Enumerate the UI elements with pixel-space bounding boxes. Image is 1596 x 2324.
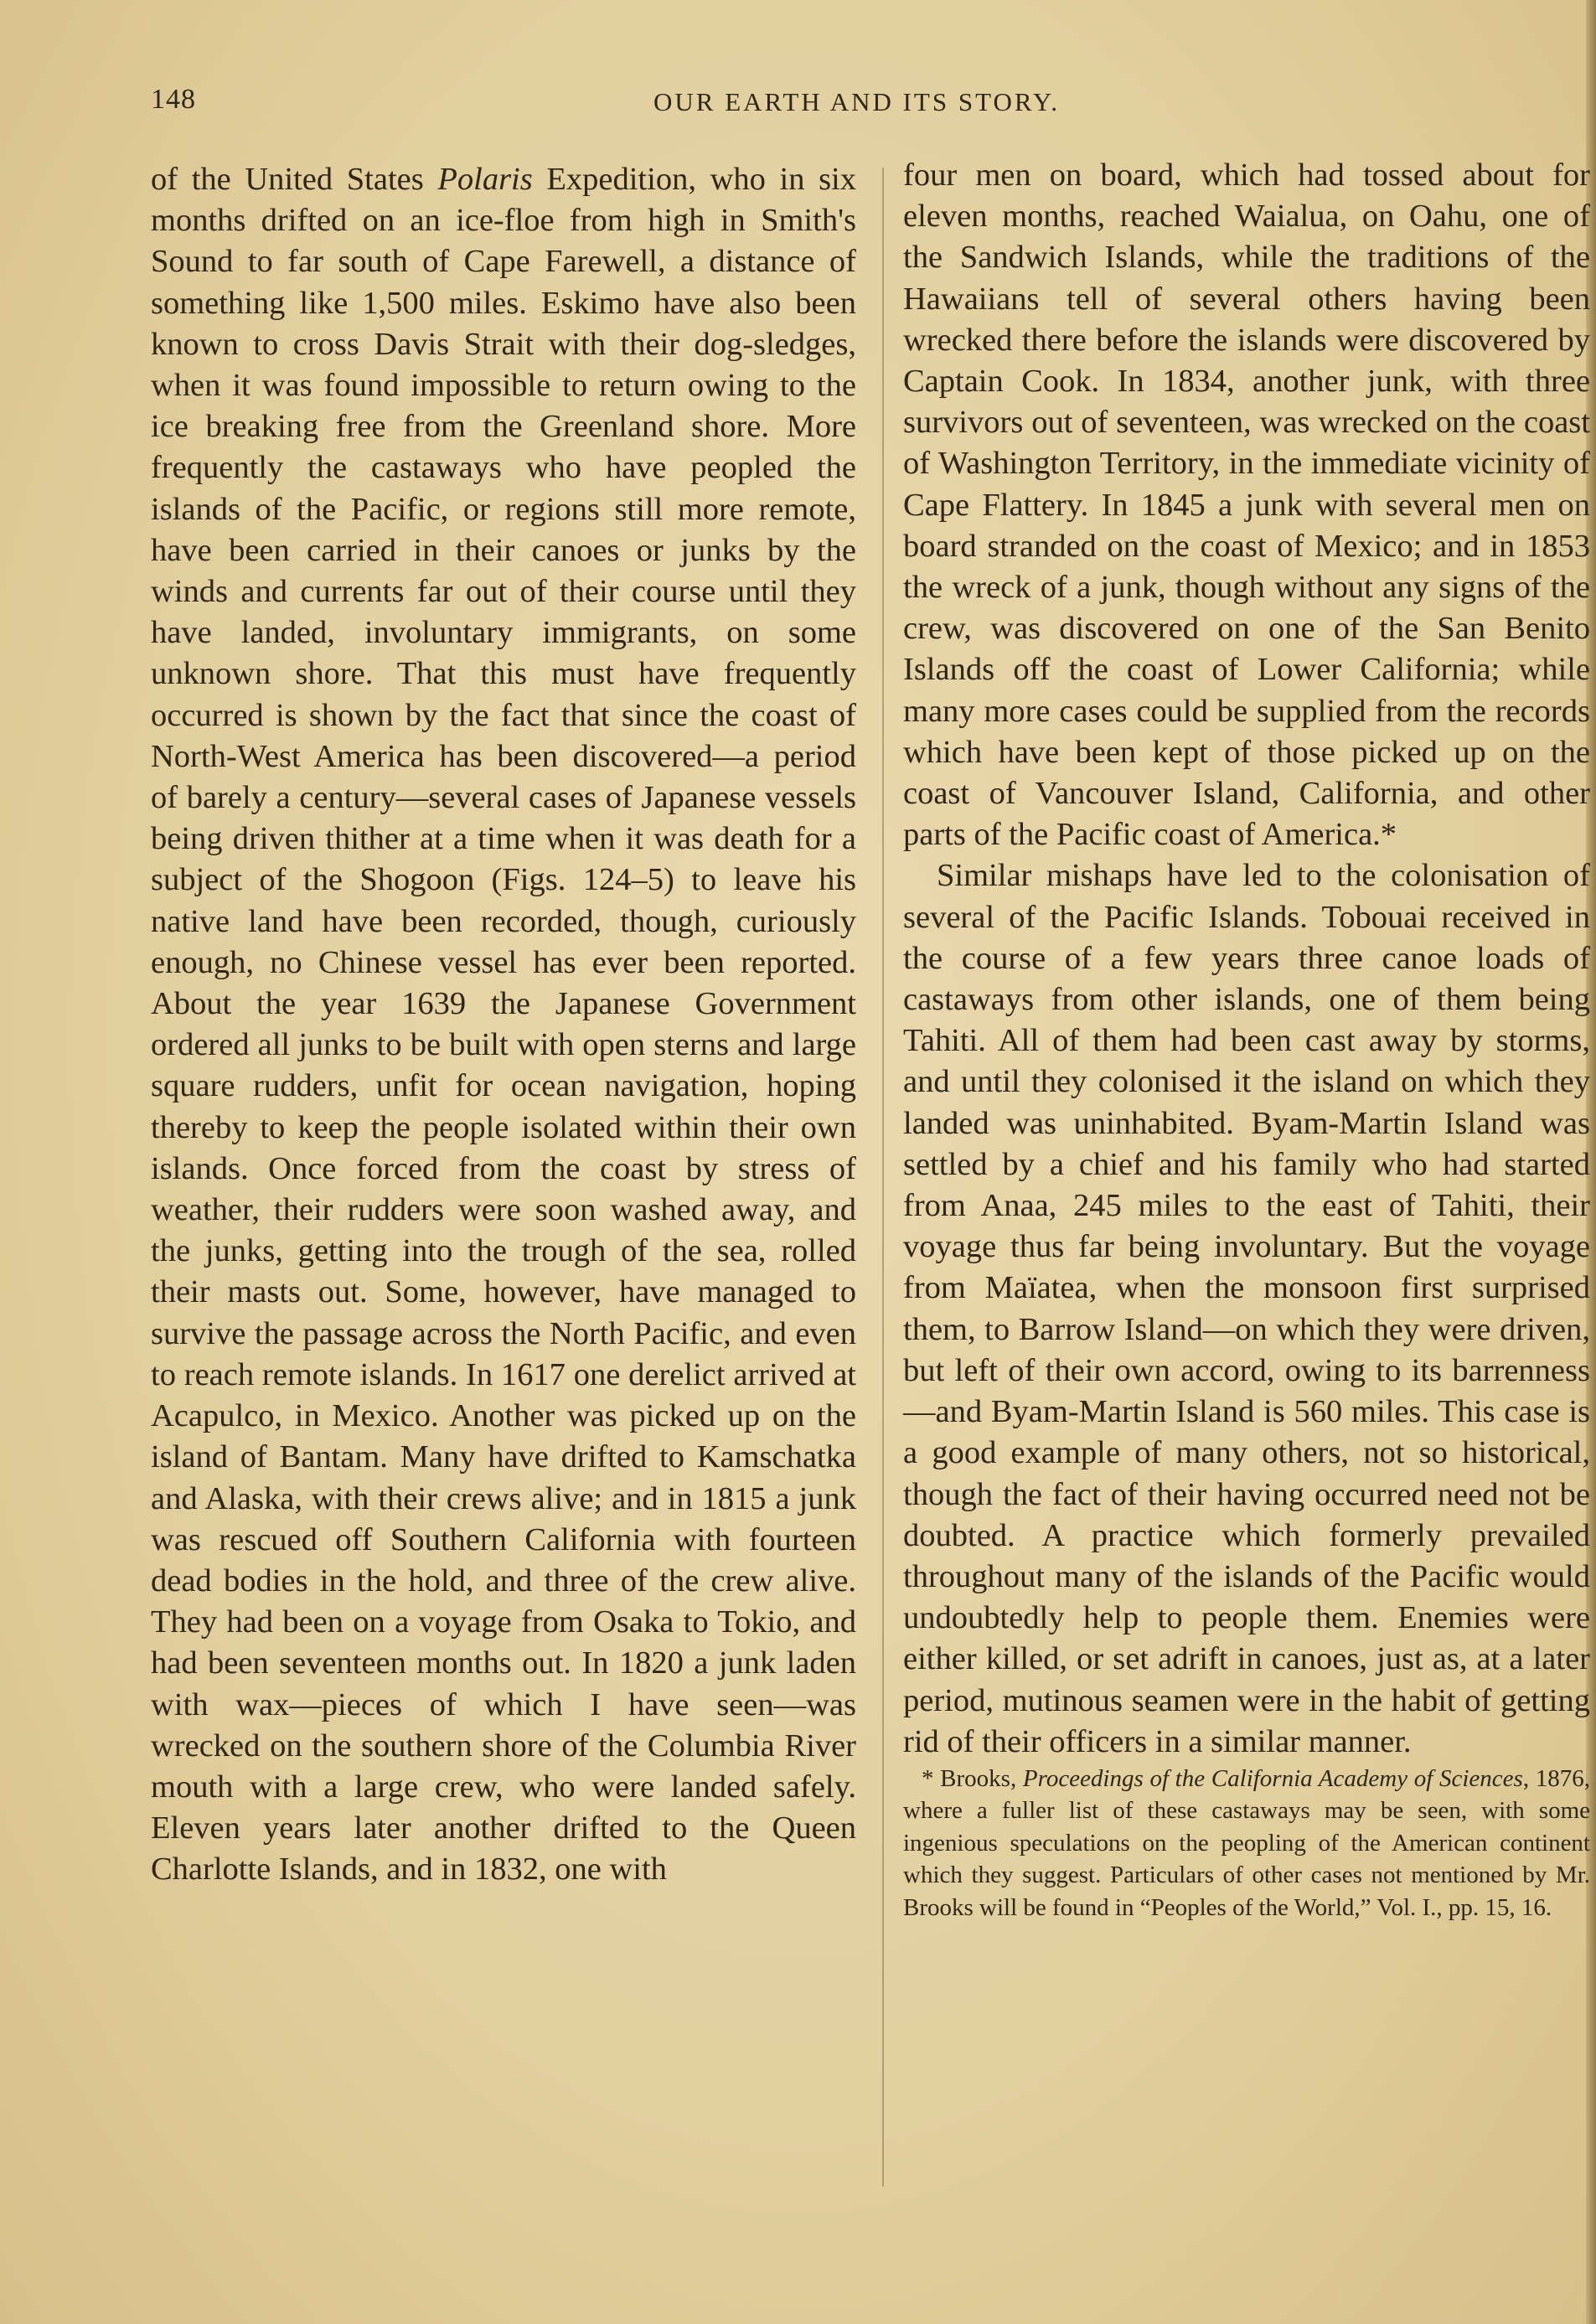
right-column-paragraph-1: four men on board, which had tossed about for eleven months, reached Waialua, on Oahu, one of the Sandwich Islands, while the traditions of the Hawaiians tell of several others having been wrecked there before the islands were discovered by Captain Cook. In 1834, another junk, with three survivors out of seventeen, was wrecked on the coast of Washington Territory, in the immediate vicinity of Cape Flattery. In 1845 a junk with several men on board stranded on the coast of Mexico; and in 1853 the wreck of a junk, though without any signs of the crew, was discovered on one of the San Benito Islands off the coast of Lower California; while many more cases could be supplied from the records which have been kept of those picked up on the coast of Vancouver Island, California, and other parts of the Pacific coast of America.*	[903, 158, 1590, 853]
right-column	[903, 155, 1590, 1924]
text-run: of the United States	[151, 162, 438, 197]
ship-name-italic: Polaris	[437, 162, 533, 197]
page-header	[151, 84, 1558, 126]
footnote	[903, 1763, 1590, 1924]
page-number: 148	[151, 84, 196, 115]
text-run: Expedition, who in six months drifted on an ice-floe from high in Smith's Sound to far south of Cape Farewell, a distance of something like 1,500 miles. Eskimo have also been known to cross Davis Strait with their dog-sledges, when it was found impossible to return owing to the ice breaking free from the Greenland shore. More frequently the castaways who have peopled the islands of the Pacific, or regions still more remote, have been carried in their canoes or junks by the winds and currents far out of their course until they have landed, involuntary immigrants, on some unknown shore. That this must have frequently occurred is shown by the fact that since the coast of North-West America has been discovered—a period of barely a century—several cases of Japanese vessels being driven thither at a time when it was death for a subject of the Shogoon (Figs. 124–5) to leave his native land have been recorded, though, curiously enough, no Chinese vessel has ever been reported. About the year 1639 the Japanese Government ordered all junks to be built with open sterns and large square rudders, unfit for ocean navigation, hoping thereby to keep the people isolated within their own islands. Once forced from the coast by stress of weather, their rudders were soon washed away, and the junks, getting into the trough of the sea, rolled their masts out. Some, however, have managed to survive the passage across the North Pacific, and even to reach remote islands. In 1617 one derelict arrived at Acapulco, in Mexico. Another was picked up on the island of Bantam. Many have drifted to Kamschatka and Alaska, with their crews alive; and in 1815 a junk was rescued off Southern California with fourteen dead bodies in the hold, and three of the crew alive. They had been on a voyage from Osaka to Tokio, and had been seventeen months out. In 1820 a junk laden with wax—pieces of which I have seen—was wrecked on the southern shore of the Columbia River mouth with a large crew, who were landed safely. Eleven years later another drifted to the Queen Charlotte Islands, and in 1832, one with	[151, 162, 856, 1888]
footnote-title: Proceedings of the California Academy of Sciences	[1022, 1764, 1523, 1792]
footnote-marker: * Brooks,	[922, 1764, 1023, 1792]
left-column-paragraph	[151, 159, 856, 1891]
footnote-text: , 1876, where a fuller list of these castaways may be seen, with some ingenious speculations on the peopling of the American continent which they suggest. Particulars of other cases not mentioned by Mr. Brooks will be found in “Peoples of the World,” Vol. I., pp. 15, 16.	[903, 1764, 1590, 1921]
right-column-paragraph-2: Similar mishaps have led to the colonisation of several of the Pacific Islands. Tobouai received in the course of a few years three canoe loads of castaways from other islands, one of them being Tahiti. All of them had been cast away by storms, and until they colonised it the island on which they landed was uninhabited. Byam-Martin Island was settled by a chief and his family who had started from Anaa, 245 miles to the east of Tahiti, their voyage thus far being involuntary. But the voyage from Maïatea, when the monsoon first surprised them, to Barrow Island—on which they were driven, but left of their own accord, owing to its barrenness—and Byam-Martin Island is 560 miles. This case is a good example of many others, not so historical, though the fact of their having occurred need not be doubted. A practice which formerly prevailed throughout many of the islands of the Pacific would undoubtedly help to people them. Enemies were either killed, or set adrift in canoes, just as, at a later period, mutinous seamen were in the habit of getting rid of their officers in a similar manner.	[903, 858, 1590, 1759]
running-title: OUR EARTH AND ITS STORY.	[653, 87, 1060, 116]
left-column	[151, 159, 856, 1891]
column-divider	[882, 168, 884, 2187]
